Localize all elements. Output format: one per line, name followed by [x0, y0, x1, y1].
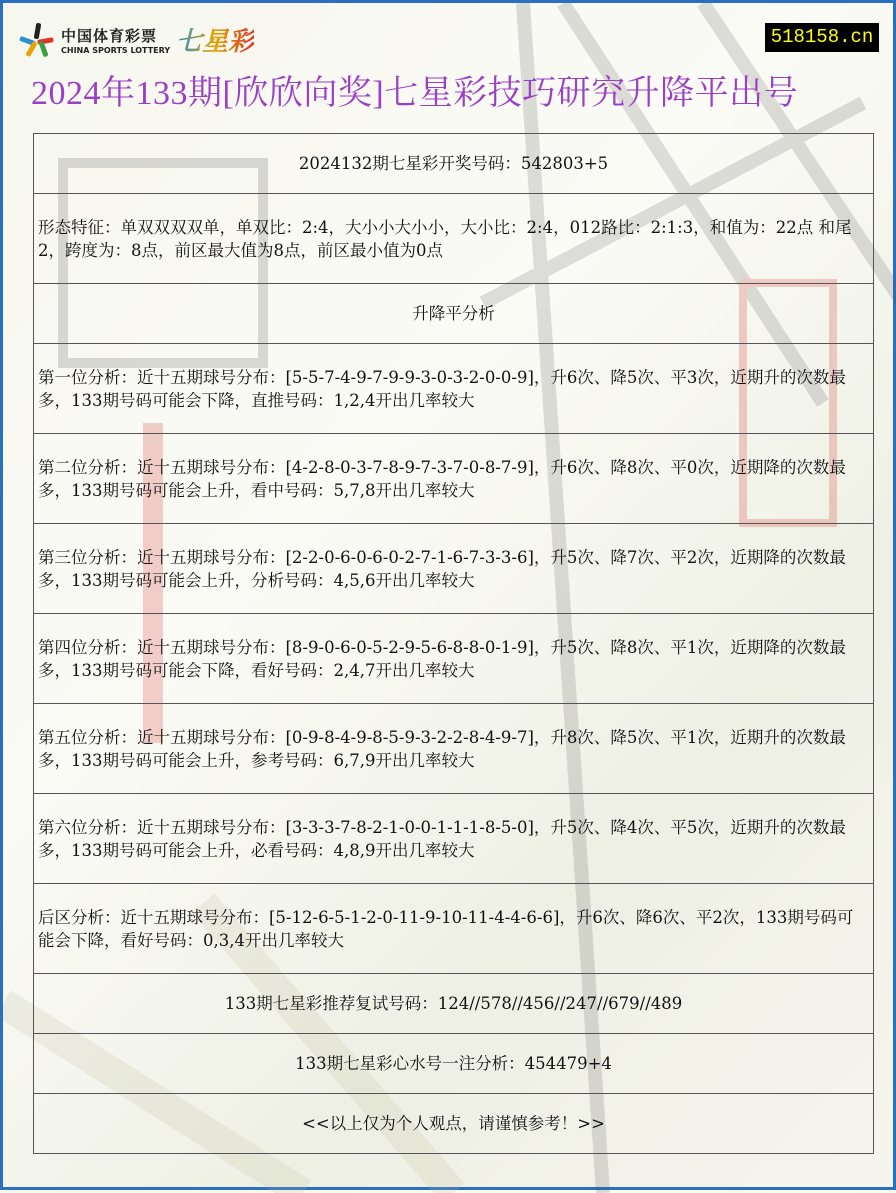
site-badge[interactable]: 518158.cn	[765, 23, 879, 52]
table-row	[34, 434, 874, 524]
table-row	[34, 194, 874, 284]
table-row	[34, 344, 874, 434]
row-text: <<以上仅为个人观点，请谨慎参考！>>	[34, 1094, 874, 1154]
row-text: 第三位分析：近十五期球号分布：[2-2-0-6-0-6-0-2-7-1-6-7-3-3-6]，升5次、降7次、平2次，近期降的次数最多，133期号码可能会上升，分析号码：4,5,6开出几率较大	[34, 524, 874, 614]
table-row	[34, 284, 874, 344]
row-text: 133期七星彩心水号一注分析：454479+4	[34, 1034, 874, 1094]
row-text: 第四位分析：近十五期球号分布：[8-9-0-6-0-5-2-9-5-6-8-8-0-1-9]，升5次、降8次、平1次，近期降的次数最多，133期号码可能会下降，看好号码：2,4,7开出几率较大	[34, 614, 874, 704]
lottery-star-icon	[21, 23, 55, 57]
table-row	[34, 704, 874, 794]
table-row	[34, 884, 874, 974]
row-text: 133期七星彩推荐复试号码：124//578//456//247//679//489	[34, 974, 874, 1034]
row-text: 形态特征：单双双双双单，单双比：2:4，大小小大小小，大小比：2:4，012路比：2:1:3，和值为：22点 和尾2，跨度为：8点，前区最大值为8点，前区最小值为0点	[34, 194, 874, 284]
row-text: 第二位分析：近十五期球号分布：[4-2-8-0-3-7-8-9-7-3-7-0-8-7-9]，升6次、降8次、平0次，近期降的次数最多，133期号码可能会上升，看中号码：5,7,8开出几率较大	[34, 434, 874, 524]
row-text: 第六位分析：近十五期球号分布：[3-3-3-7-8-2-1-0-0-1-1-1-8-5-0]，升5次、降4次、平5次，近期升的次数最多，133期号码可能会上升，必看号码：4,8,9开出几率较大	[34, 794, 874, 884]
analysis-table	[33, 133, 874, 1154]
table-row	[34, 974, 874, 1034]
row-text: 升降平分析	[34, 284, 874, 344]
table-row	[34, 524, 874, 614]
row-text: 后区分析：近十五期球号分布：[5-12-6-5-1-2-0-11-9-10-11-4-4-6-6]，升6次、降6次、平2次，133期号码可能会下降，看好号码：0,3,4开出几率较大	[34, 884, 874, 974]
table-row	[34, 614, 874, 704]
logo-en: CHINA SPORTS LOTTERY	[61, 45, 171, 55]
table-row	[34, 1034, 874, 1094]
page-title: 2024年133期[欣欣向奖]七星彩技巧研究升降平出号	[31, 75, 799, 112]
table-row	[34, 1094, 874, 1154]
row-text: 第五位分析：近十五期球号分布：[0-9-8-4-9-8-5-9-3-2-2-8-4-9-7]，升8次、降5次、平1次，近期升的次数最多，133期号码可能会上升，参考号码：6,7,9开出几率较大	[34, 704, 874, 794]
logo-cn: 中国体育彩票	[61, 26, 158, 45]
table-row	[34, 134, 874, 194]
row-text: 第一位分析：近十五期球号分布：[5-5-7-4-9-7-9-9-3-0-3-2-0-0-9]，升6次、降5次、平3次，近期升的次数最多，133期号码可能会下降，直推号码：1,2,4开出几率较大	[34, 344, 874, 434]
china-sports-lottery-logo	[21, 21, 254, 58]
row-text: 2024132期七星彩开奖号码：542803+5	[34, 134, 874, 194]
logo-game-name: 七星彩	[176, 21, 254, 58]
table-row	[34, 794, 874, 884]
